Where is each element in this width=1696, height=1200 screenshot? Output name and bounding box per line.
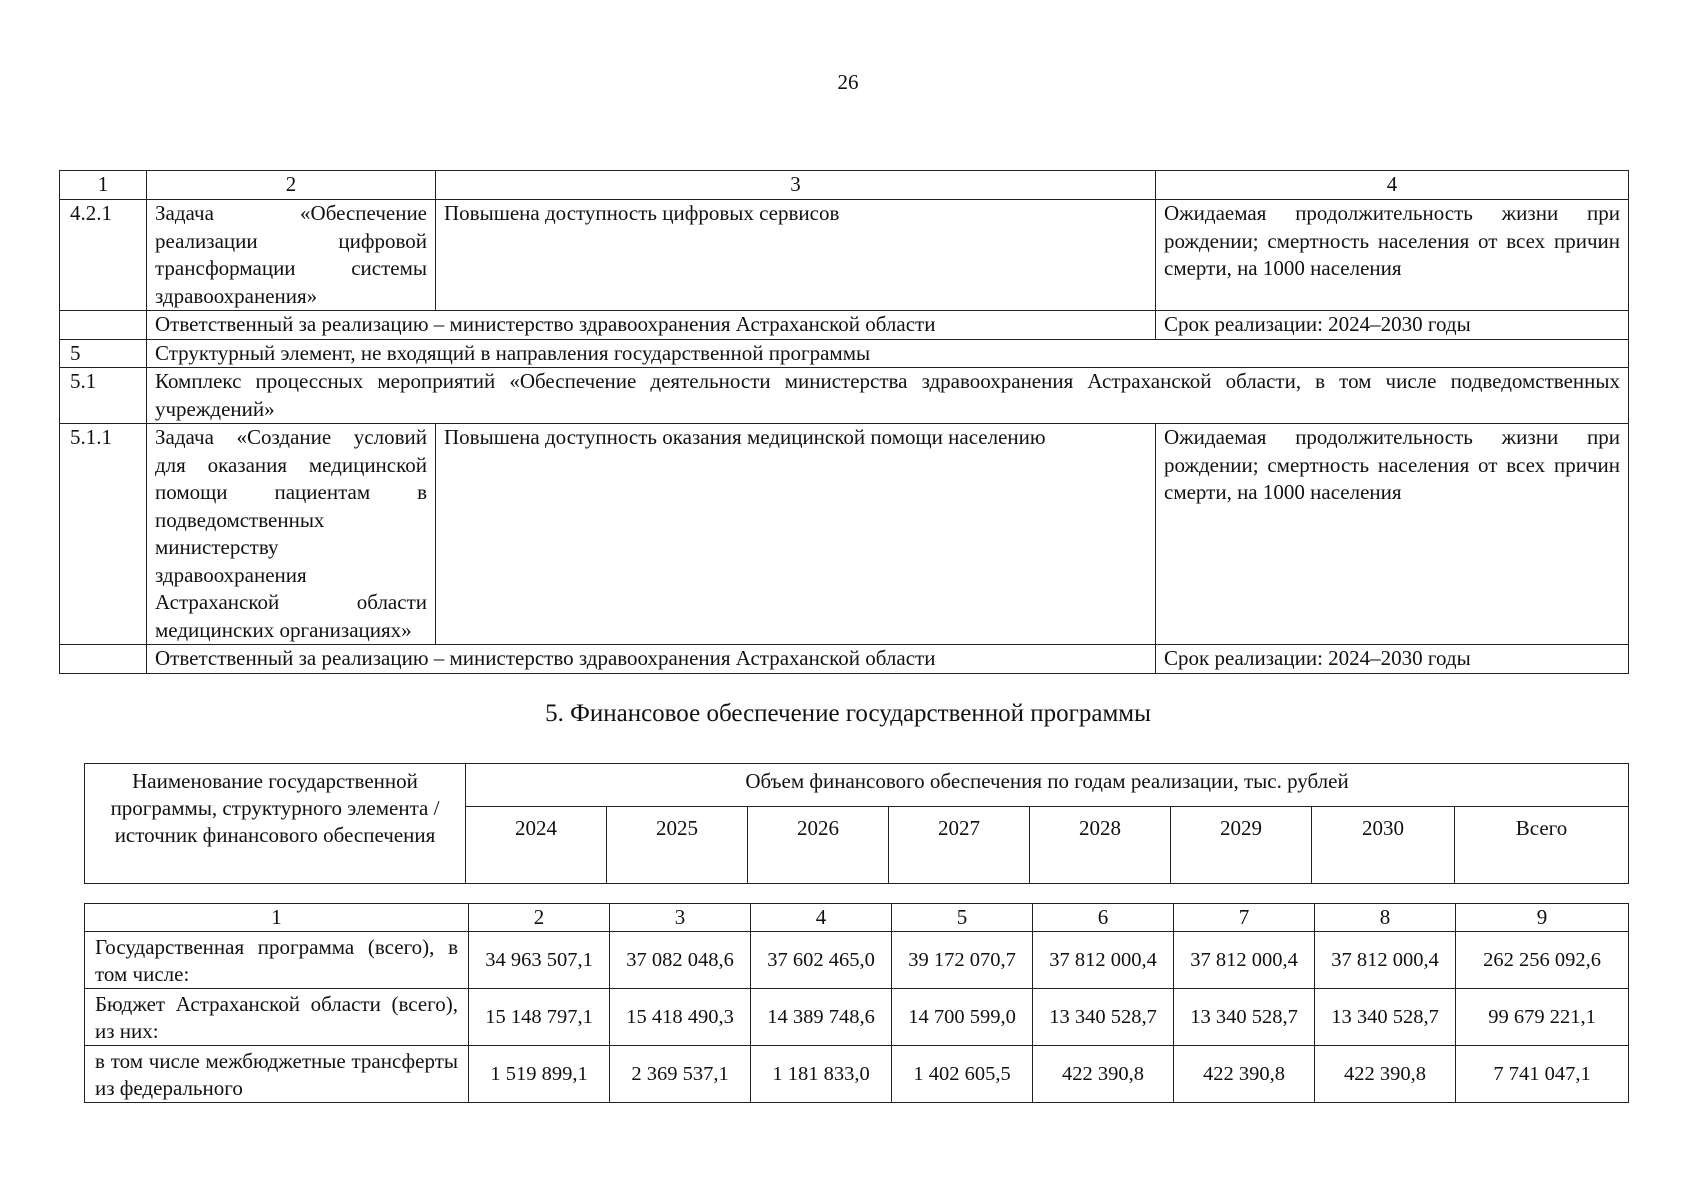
year-header: 2027 <box>889 807 1030 884</box>
header-cell: 4 <box>1156 171 1629 200</box>
task-cell: Задача «Обеспечение реализации цифровой трансформации системы здравоохранения» <box>147 200 436 311</box>
indicator-cell: Ожидаемая продолжительность жизни при рождении; смертность населения от всех причин смерти, на 1000 населения <box>1156 424 1629 645</box>
volume-caption: Объем финансового обеспечения по годам реализации, тыс. рублей <box>466 764 1629 807</box>
value-cell: 2 369 537,1 <box>610 1046 751 1103</box>
column-number: 5 <box>892 904 1033 932</box>
value-cell: 37 812 000,4 <box>1174 932 1315 989</box>
process-complex-cell: Комплекс процессных мероприятий «Обеспечение деятельности министерства здравоохранения Астраханской области, в том числе подведомственных учреждений» <box>147 368 1629 424</box>
year-header: 2029 <box>1171 807 1312 884</box>
empty-cell <box>60 311 147 340</box>
row-label: Бюджет Астраханской области (всего), из них: <box>85 989 469 1046</box>
responsible-cell: Ответственный за реализацию – министерство здравоохранения Астраханской области <box>147 645 1156 674</box>
finance-header-row <box>85 764 1629 807</box>
value-cell: 422 390,8 <box>1315 1046 1456 1103</box>
total-header: Всего <box>1455 807 1629 884</box>
table-header-row <box>60 171 1629 200</box>
table-row <box>60 200 1629 311</box>
program-structure-table <box>59 170 1629 674</box>
term-cell: Срок реализации: 2024–2030 годы <box>1156 645 1629 674</box>
value-cell: 13 340 528,7 <box>1033 989 1174 1046</box>
year-header: 2026 <box>748 807 889 884</box>
structural-element-cell: Структурный элемент, не входящий в направления государственной программы <box>147 339 1629 368</box>
row-label-cell <box>85 1046 469 1103</box>
value-cell: 422 390,8 <box>1033 1046 1174 1103</box>
column-number: 7 <box>1174 904 1315 932</box>
table-row <box>85 932 1629 989</box>
table-row <box>85 1046 1629 1103</box>
year-header: 2030 <box>1312 807 1455 884</box>
finance-data-table <box>84 903 1629 1103</box>
table-row <box>60 368 1629 424</box>
result-cell: Повышена доступность цифровых сервисов <box>436 200 1156 311</box>
header-cell: 2 <box>147 171 436 200</box>
column-number: 6 <box>1033 904 1174 932</box>
value-cell: 1 402 605,5 <box>892 1046 1033 1103</box>
value-cell: 14 700 599,0 <box>892 989 1033 1046</box>
page-number: 26 <box>837 70 859 94</box>
empty-cell <box>60 645 147 674</box>
row-label: в том числе межбюджетные трансферты из федерального <box>95 1049 458 1100</box>
value-cell: 1 181 833,0 <box>751 1046 892 1103</box>
value-cell: 37 812 000,4 <box>1033 932 1174 989</box>
indicator-cell: Ожидаемая продолжительность жизни при рождении; смертность населения от всех причин смерти, на 1000 населения <box>1156 200 1629 311</box>
row-number: 5.1 <box>60 368 147 424</box>
column-numbers-row <box>85 904 1629 932</box>
column-number: 9 <box>1456 904 1629 932</box>
column-number: 2 <box>469 904 610 932</box>
row-number: 5.1.1 <box>60 424 147 645</box>
task-cell: Задача «Создание условий для оказания медицинской помощи пациентам в подведомственных министерству здравоохранения Астраханской области медицинских организациях» <box>147 424 436 645</box>
header-cell: 1 <box>60 171 147 200</box>
table-row <box>60 339 1629 368</box>
row-label: Государственная программа (всего), в том числе: <box>85 932 469 989</box>
row-number: 5 <box>60 339 147 368</box>
name-column-header: Наименование государственной программы, структурного элемента / источник финансового обеспечения <box>85 764 466 884</box>
value-cell: 37 602 465,0 <box>751 932 892 989</box>
year-header: 2025 <box>607 807 748 884</box>
term-cell: Срок реализации: 2024–2030 годы <box>1156 311 1629 340</box>
value-cell: 15 148 797,1 <box>469 989 610 1046</box>
table-row <box>85 989 1629 1046</box>
value-cell: 14 389 748,6 <box>751 989 892 1046</box>
year-header: 2024 <box>466 807 607 884</box>
value-cell: 39 172 070,7 <box>892 932 1033 989</box>
row-number: 4.2.1 <box>60 200 147 311</box>
value-cell: 422 390,8 <box>1174 1046 1315 1103</box>
value-cell: 1 519 899,1 <box>469 1046 610 1103</box>
header-cell: 3 <box>436 171 1156 200</box>
column-number: 4 <box>751 904 892 932</box>
total-cell: 262 256 092,6 <box>1456 932 1629 989</box>
section-title: 5. Финансовое обеспечение государственной программы <box>545 700 1151 727</box>
total-cell: 7 741 047,1 <box>1456 1046 1629 1103</box>
year-header: 2028 <box>1030 807 1171 884</box>
value-cell: 37 082 048,6 <box>610 932 751 989</box>
result-cell: Повышена доступность оказания медицинской помощи населению <box>436 424 1156 645</box>
table-row <box>60 645 1629 674</box>
responsible-cell: Ответственный за реализацию – министерство здравоохранения Астраханской области <box>147 311 1156 340</box>
column-number: 3 <box>610 904 751 932</box>
table-row <box>60 311 1629 340</box>
value-cell: 37 812 000,4 <box>1315 932 1456 989</box>
finance-header-table <box>84 763 1629 884</box>
column-number: 1 <box>85 904 469 932</box>
value-cell: 13 340 528,7 <box>1315 989 1456 1046</box>
value-cell: 13 340 528,7 <box>1174 989 1315 1046</box>
value-cell: 15 418 490,3 <box>610 989 751 1046</box>
total-cell: 99 679 221,1 <box>1456 989 1629 1046</box>
value-cell: 34 963 507,1 <box>469 932 610 989</box>
column-number: 8 <box>1315 904 1456 932</box>
table-row <box>60 424 1629 645</box>
